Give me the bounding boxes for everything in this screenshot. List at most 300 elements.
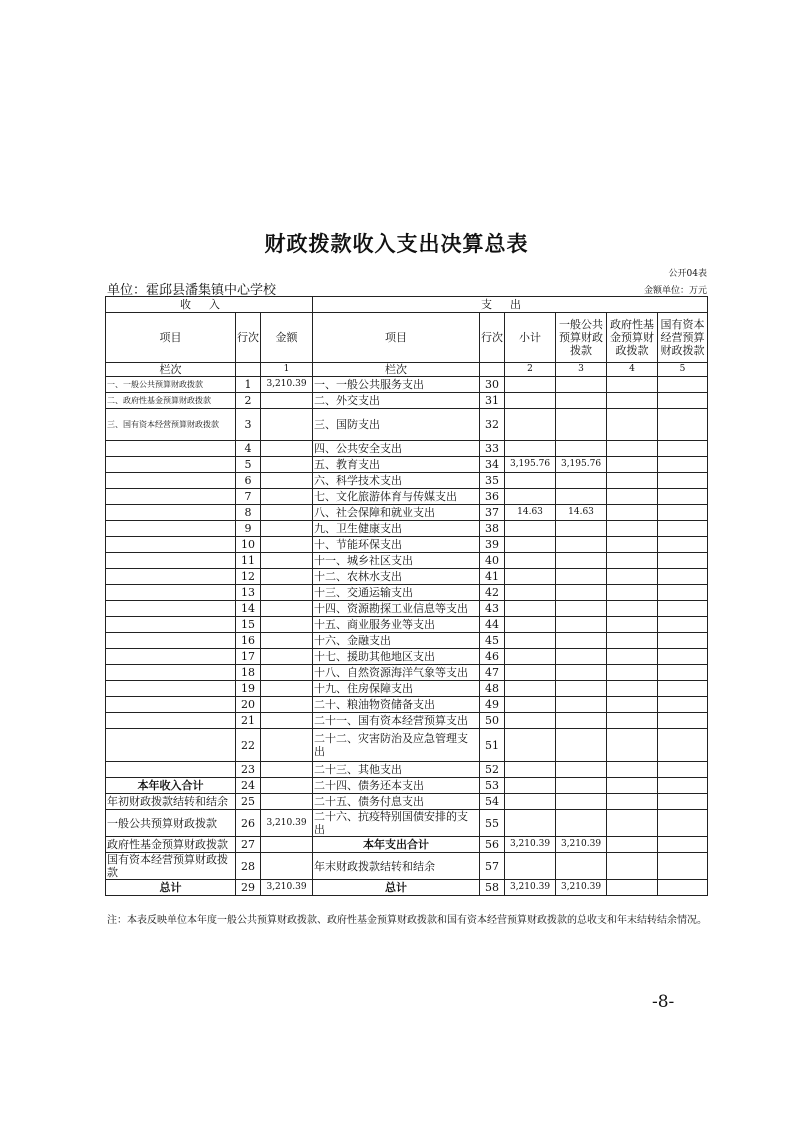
table-row <box>106 837 708 853</box>
general-budget-cell <box>556 697 607 713</box>
fund-budget-cell <box>607 457 658 473</box>
subtotal-cell <box>505 810 556 837</box>
table-row <box>106 473 708 489</box>
expense-item-cell: 年末财政拨款结转和结余 <box>313 853 480 880</box>
table-row <box>106 810 708 837</box>
income-amount-cell <box>261 794 313 810</box>
general-budget-cell <box>556 537 607 553</box>
general-budget-cell <box>556 794 607 810</box>
expense-line-cell: 35 <box>480 473 505 489</box>
fund-budget-cell <box>607 377 658 393</box>
empty-cell <box>236 363 261 377</box>
income-amount-cell: 3,210.39 <box>261 810 313 837</box>
fund-budget-cell <box>607 409 658 441</box>
state-capital-cell <box>658 489 708 505</box>
expense-line-cell: 44 <box>480 617 505 633</box>
general-budget-cell <box>556 441 607 457</box>
fund-budget-cell <box>607 553 658 569</box>
income-line-cell: 4 <box>236 441 261 457</box>
expense-line-cell: 58 <box>480 880 505 896</box>
subtotal-cell <box>505 633 556 649</box>
income-amount-cell <box>261 585 313 601</box>
expense-item-cell: 十七、援助其他地区支出 <box>313 649 480 665</box>
income-amount-cell <box>261 537 313 553</box>
income-amount-cell <box>261 729 313 762</box>
expense-item-cell: 二十二、灾害防治及应急管理支出 <box>313 729 480 762</box>
subtotal-cell <box>505 729 556 762</box>
state-capital-cell <box>658 585 708 601</box>
table-row <box>106 649 708 665</box>
expense-line-cell: 37 <box>480 505 505 521</box>
expense-item-cell: 四、公共安全支出 <box>313 441 480 457</box>
table-row <box>106 553 708 569</box>
income-item-cell <box>106 569 236 585</box>
income-item-cell <box>106 649 236 665</box>
table-row <box>106 713 708 729</box>
income-item-cell <box>106 489 236 505</box>
income-amount-cell <box>261 713 313 729</box>
expense-header: 支出 <box>313 297 708 313</box>
expense-line-cell: 43 <box>480 601 505 617</box>
state-capital-cell <box>658 778 708 794</box>
income-line-cell: 29 <box>236 880 261 896</box>
expense-item-cell: 五、教育支出 <box>313 457 480 473</box>
subtotal-cell: 14.63 <box>505 505 556 521</box>
income-item-cell <box>106 473 236 489</box>
expense-line-cell: 53 <box>480 778 505 794</box>
income-line-cell: 3 <box>236 409 261 441</box>
income-amount-cell <box>261 521 313 537</box>
income-line-cell: 27 <box>236 837 261 853</box>
income-item-cell <box>106 617 236 633</box>
state-capital-cell <box>658 393 708 409</box>
state-capital-header: 国有资本经营预算财政拨款 <box>658 313 708 363</box>
table-row <box>106 441 708 457</box>
fund-budget-cell <box>607 762 658 778</box>
state-capital-cell <box>658 649 708 665</box>
page-title: 财政拨款收入支出决算总表 <box>264 232 529 256</box>
state-capital-cell <box>658 880 708 896</box>
fund-budget-cell <box>607 601 658 617</box>
state-capital-cell <box>658 853 708 880</box>
subtotal-cell: 3,195.76 <box>505 457 556 473</box>
general-budget-cell <box>556 489 607 505</box>
expense-line-cell: 42 <box>480 585 505 601</box>
income-line-cell: 7 <box>236 489 261 505</box>
general-budget-cell <box>556 409 607 441</box>
table-row <box>106 681 708 697</box>
expense-line-cell: 51 <box>480 729 505 762</box>
fund-budget-cell <box>607 697 658 713</box>
income-header: 收入 <box>106 297 313 313</box>
state-capital-cell <box>658 521 708 537</box>
state-capital-cell <box>658 441 708 457</box>
subtotal-cell <box>505 553 556 569</box>
money-unit-label: 金额单位：万元 <box>643 286 707 296</box>
income-item-cell <box>106 729 236 762</box>
table-row <box>106 377 708 393</box>
general-budget-cell: 3,195.76 <box>556 457 607 473</box>
table-row <box>106 569 708 585</box>
income-line-cell: 15 <box>236 617 261 633</box>
state-capital-cell <box>658 569 708 585</box>
table-row <box>106 880 708 896</box>
col-index-5: 5 <box>658 363 708 377</box>
subtotal-cell <box>505 853 556 880</box>
income-item-cell: 总计 <box>106 880 236 896</box>
subtotal-cell <box>505 762 556 778</box>
income-item-cell <box>106 601 236 617</box>
income-item-cell <box>106 681 236 697</box>
fund-budget-cell <box>607 505 658 521</box>
state-capital-cell <box>658 837 708 853</box>
general-budget-cell <box>556 713 607 729</box>
income-item-cell <box>106 633 236 649</box>
state-capital-cell <box>658 633 708 649</box>
income-item-cell <box>106 762 236 778</box>
expense-item-cell: 二十六、抗疫特别国债安排的支出 <box>313 810 480 837</box>
expense-item-cell: 二、外交支出 <box>313 393 480 409</box>
general-budget-cell <box>556 473 607 489</box>
expense-item-cell: 二十一、国有资本经营预算支出 <box>313 713 480 729</box>
table-row <box>106 762 708 778</box>
income-line-cell: 24 <box>236 778 261 794</box>
section-header-row <box>106 297 708 313</box>
income-line-cell: 28 <box>236 853 261 880</box>
income-line-cell: 2 <box>236 393 261 409</box>
fund-budget-cell <box>607 837 658 853</box>
expense-line-cell: 30 <box>480 377 505 393</box>
table-row <box>106 393 708 409</box>
subtotal-cell <box>505 441 556 457</box>
col-index-4: 4 <box>607 363 658 377</box>
state-capital-cell <box>658 681 708 697</box>
income-amount-cell <box>261 601 313 617</box>
income-amount-cell: 3,210.39 <box>261 880 313 896</box>
general-budget-cell: 3,210.39 <box>556 880 607 896</box>
income-amount-cell <box>261 473 313 489</box>
fund-budget-cell <box>607 778 658 794</box>
page-number: -8- <box>652 992 675 1012</box>
income-amount-cell <box>261 393 313 409</box>
expense-item-cell: 二十四、债务还本支出 <box>313 778 480 794</box>
fund-budget-cell <box>607 569 658 585</box>
income-line-cell: 19 <box>236 681 261 697</box>
income-line-cell: 11 <box>236 553 261 569</box>
expense-line-cell: 57 <box>480 853 505 880</box>
income-amount-cell <box>261 569 313 585</box>
state-capital-cell <box>658 729 708 762</box>
fund-budget-cell <box>607 489 658 505</box>
subtotal-cell <box>505 713 556 729</box>
income-item-cell: 本年收入合计 <box>106 778 236 794</box>
income-line-cell: 20 <box>236 697 261 713</box>
table-row <box>106 853 708 880</box>
expense-item-cell: 十六、金融支出 <box>313 633 480 649</box>
table-row <box>106 697 708 713</box>
fund-budget-cell <box>607 681 658 697</box>
state-capital-cell <box>658 505 708 521</box>
general-budget-header: 一般公共预算财政拨款 <box>556 313 607 363</box>
income-item-cell <box>106 457 236 473</box>
expense-line-cell: 32 <box>480 409 505 441</box>
expense-line-cell: 33 <box>480 441 505 457</box>
expense-line-cell: 55 <box>480 810 505 837</box>
expense-item-cell: 十四、资源勘探工业信息等支出 <box>313 601 480 617</box>
expense-item-cell: 一、一般公共服务支出 <box>313 377 480 393</box>
expense-line-cell: 48 <box>480 681 505 697</box>
general-budget-cell <box>556 729 607 762</box>
state-capital-cell <box>658 617 708 633</box>
income-line-cell: 23 <box>236 762 261 778</box>
expense-item-cell: 总计 <box>313 880 480 896</box>
subtotal-cell <box>505 377 556 393</box>
subtotal-header: 小计 <box>505 313 556 363</box>
column-header-row <box>106 313 708 363</box>
expense-line-cell: 46 <box>480 649 505 665</box>
expense-item-cell: 八、社会保障和就业支出 <box>313 505 480 521</box>
fund-budget-cell <box>607 665 658 681</box>
subtotal-cell <box>505 601 556 617</box>
income-line-cell: 8 <box>236 505 261 521</box>
subtotal-cell <box>505 585 556 601</box>
subtotal-cell <box>505 521 556 537</box>
subtotal-cell <box>505 697 556 713</box>
income-line-cell: 9 <box>236 521 261 537</box>
subtotal-cell <box>505 489 556 505</box>
income-line-cell: 12 <box>236 569 261 585</box>
fund-budget-cell <box>607 393 658 409</box>
state-capital-cell <box>658 553 708 569</box>
state-capital-cell <box>658 457 708 473</box>
expense-line-cell: 49 <box>480 697 505 713</box>
subtotal-cell <box>505 649 556 665</box>
general-budget-cell <box>556 649 607 665</box>
general-budget-cell <box>556 569 607 585</box>
form-number: 公开04表 <box>668 269 707 279</box>
col-index-2: 2 <box>505 363 556 377</box>
table-row <box>106 633 708 649</box>
expense-line-header: 行次 <box>480 313 505 363</box>
income-item-cell <box>106 441 236 457</box>
income-line-cell: 16 <box>236 633 261 649</box>
general-budget-cell <box>556 810 607 837</box>
general-budget-cell <box>556 553 607 569</box>
state-capital-cell <box>658 601 708 617</box>
subtotal-cell <box>505 393 556 409</box>
expense-line-cell: 40 <box>480 553 505 569</box>
state-capital-cell <box>658 665 708 681</box>
expense-item-cell: 十一、城乡社区支出 <box>313 553 480 569</box>
state-capital-cell <box>658 762 708 778</box>
unit-label: 单位：霍邱县潘集镇中心学校 <box>107 283 277 298</box>
expense-item-cell: 六、科学技术支出 <box>313 473 480 489</box>
income-amount-cell <box>261 489 313 505</box>
income-lanci: 栏次 <box>106 363 236 377</box>
general-budget-cell <box>556 617 607 633</box>
fund-budget-cell <box>607 649 658 665</box>
table-row <box>106 617 708 633</box>
expense-line-cell: 47 <box>480 665 505 681</box>
income-line-header: 行次 <box>236 313 261 363</box>
general-budget-cell <box>556 778 607 794</box>
fund-budget-header: 政府性基金预算财政拨款 <box>607 313 658 363</box>
income-item-cell: 一般公共预算财政拨款 <box>106 810 236 837</box>
expense-item-cell: 二十、粮油物资储备支出 <box>313 697 480 713</box>
income-item-cell: 三、国有资本经营预算财政拨款 <box>106 409 236 441</box>
expense-item-cell: 十五、商业服务业等支出 <box>313 617 480 633</box>
empty-cell <box>480 363 505 377</box>
income-item-cell <box>106 505 236 521</box>
table-row <box>106 601 708 617</box>
income-line-cell: 1 <box>236 377 261 393</box>
subtotal-cell <box>505 569 556 585</box>
income-amount-cell <box>261 617 313 633</box>
general-budget-cell <box>556 377 607 393</box>
income-amount-cell <box>261 633 313 649</box>
income-amount-cell <box>261 681 313 697</box>
subtotal-cell: 3,210.39 <box>505 880 556 896</box>
subtotal-cell <box>505 617 556 633</box>
table-row <box>106 665 708 681</box>
expense-line-cell: 34 <box>480 457 505 473</box>
expense-item-cell: 二十三、其他支出 <box>313 762 480 778</box>
income-line-cell: 5 <box>236 457 261 473</box>
income-item-header: 项目 <box>106 313 236 363</box>
subtotal-cell <box>505 473 556 489</box>
general-budget-cell <box>556 601 607 617</box>
budget-table <box>105 296 708 896</box>
expense-item-cell: 二十五、债务付息支出 <box>313 794 480 810</box>
expense-item-cell: 十八、自然资源海洋气象等支出 <box>313 665 480 681</box>
general-budget-cell <box>556 853 607 880</box>
general-budget-cell <box>556 762 607 778</box>
income-amount-cell <box>261 457 313 473</box>
income-line-cell: 10 <box>236 537 261 553</box>
fund-budget-cell <box>607 617 658 633</box>
expense-item-cell: 九、卫生健康支出 <box>313 521 480 537</box>
general-budget-cell <box>556 393 607 409</box>
expense-line-cell: 38 <box>480 521 505 537</box>
state-capital-cell <box>658 537 708 553</box>
expense-item-cell: 本年支出合计 <box>313 837 480 853</box>
expense-line-cell: 50 <box>480 713 505 729</box>
expense-line-cell: 45 <box>480 633 505 649</box>
income-amount-cell <box>261 762 313 778</box>
state-capital-cell <box>658 473 708 489</box>
expense-item-cell: 三、国防支出 <box>313 409 480 441</box>
fund-budget-cell <box>607 537 658 553</box>
income-line-cell: 21 <box>236 713 261 729</box>
expense-line-cell: 36 <box>480 489 505 505</box>
income-item-cell <box>106 585 236 601</box>
income-amount-cell <box>261 837 313 853</box>
subtotal-cell <box>505 665 556 681</box>
income-item-cell <box>106 553 236 569</box>
fund-budget-cell <box>607 810 658 837</box>
income-amount-cell <box>261 853 313 880</box>
income-line-cell: 17 <box>236 649 261 665</box>
income-line-cell: 25 <box>236 794 261 810</box>
expense-line-cell: 39 <box>480 537 505 553</box>
table-row <box>106 585 708 601</box>
table-row <box>106 489 708 505</box>
income-amount-cell <box>261 778 313 794</box>
expense-line-cell: 31 <box>480 393 505 409</box>
general-budget-cell: 14.63 <box>556 505 607 521</box>
income-line-cell: 22 <box>236 729 261 762</box>
subtotal-cell <box>505 778 556 794</box>
col-index-1: 1 <box>261 363 313 377</box>
expense-line-cell: 52 <box>480 762 505 778</box>
column-index-row <box>106 363 708 377</box>
expense-item-cell: 十九、住房保障支出 <box>313 681 480 697</box>
income-item-cell: 二、政府性基金预算财政拨款 <box>106 393 236 409</box>
income-item-cell <box>106 665 236 681</box>
general-budget-cell <box>556 521 607 537</box>
fund-budget-cell <box>607 713 658 729</box>
income-item-cell: 一、一般公共预算财政拨款 <box>106 377 236 393</box>
income-line-cell: 18 <box>236 665 261 681</box>
expense-item-cell: 十二、农林水支出 <box>313 569 480 585</box>
income-amount-cell <box>261 441 313 457</box>
expense-line-cell: 56 <box>480 837 505 853</box>
fund-budget-cell <box>607 880 658 896</box>
state-capital-cell <box>658 377 708 393</box>
table-row <box>106 778 708 794</box>
income-amount-cell: 3,210.39 <box>261 377 313 393</box>
income-amount-cell <box>261 649 313 665</box>
fund-budget-cell <box>607 441 658 457</box>
expense-item-cell: 七、文化旅游体育与传媒支出 <box>313 489 480 505</box>
fund-budget-cell <box>607 794 658 810</box>
income-item-cell <box>106 521 236 537</box>
state-capital-cell <box>658 713 708 729</box>
expense-line-cell: 54 <box>480 794 505 810</box>
general-budget-cell <box>556 633 607 649</box>
expense-item-header: 项目 <box>313 313 480 363</box>
general-budget-cell: 3,210.39 <box>556 837 607 853</box>
income-amount-cell <box>261 505 313 521</box>
subtotal-cell <box>505 681 556 697</box>
income-amount-header: 金额 <box>261 313 313 363</box>
income-item-cell <box>106 697 236 713</box>
fund-budget-cell <box>607 633 658 649</box>
income-line-cell: 13 <box>236 585 261 601</box>
subtotal-cell <box>505 409 556 441</box>
income-item-cell: 政府性基金预算财政拨款 <box>106 837 236 853</box>
fund-budget-cell <box>607 853 658 880</box>
table-row <box>106 521 708 537</box>
expense-item-cell: 十、节能环保支出 <box>313 537 480 553</box>
expense-lanci: 栏次 <box>313 363 480 377</box>
income-line-cell: 26 <box>236 810 261 837</box>
table-row <box>106 409 708 441</box>
table-row <box>106 729 708 762</box>
general-budget-cell <box>556 681 607 697</box>
fund-budget-cell <box>607 729 658 762</box>
general-budget-cell <box>556 585 607 601</box>
fund-budget-cell <box>607 585 658 601</box>
subtotal-cell <box>505 794 556 810</box>
income-item-cell: 年初财政拨款结转和结余 <box>106 794 236 810</box>
income-item-cell <box>106 713 236 729</box>
income-line-cell: 14 <box>236 601 261 617</box>
income-amount-cell <box>261 409 313 441</box>
state-capital-cell <box>658 697 708 713</box>
state-capital-cell <box>658 409 708 441</box>
table-row <box>106 457 708 473</box>
